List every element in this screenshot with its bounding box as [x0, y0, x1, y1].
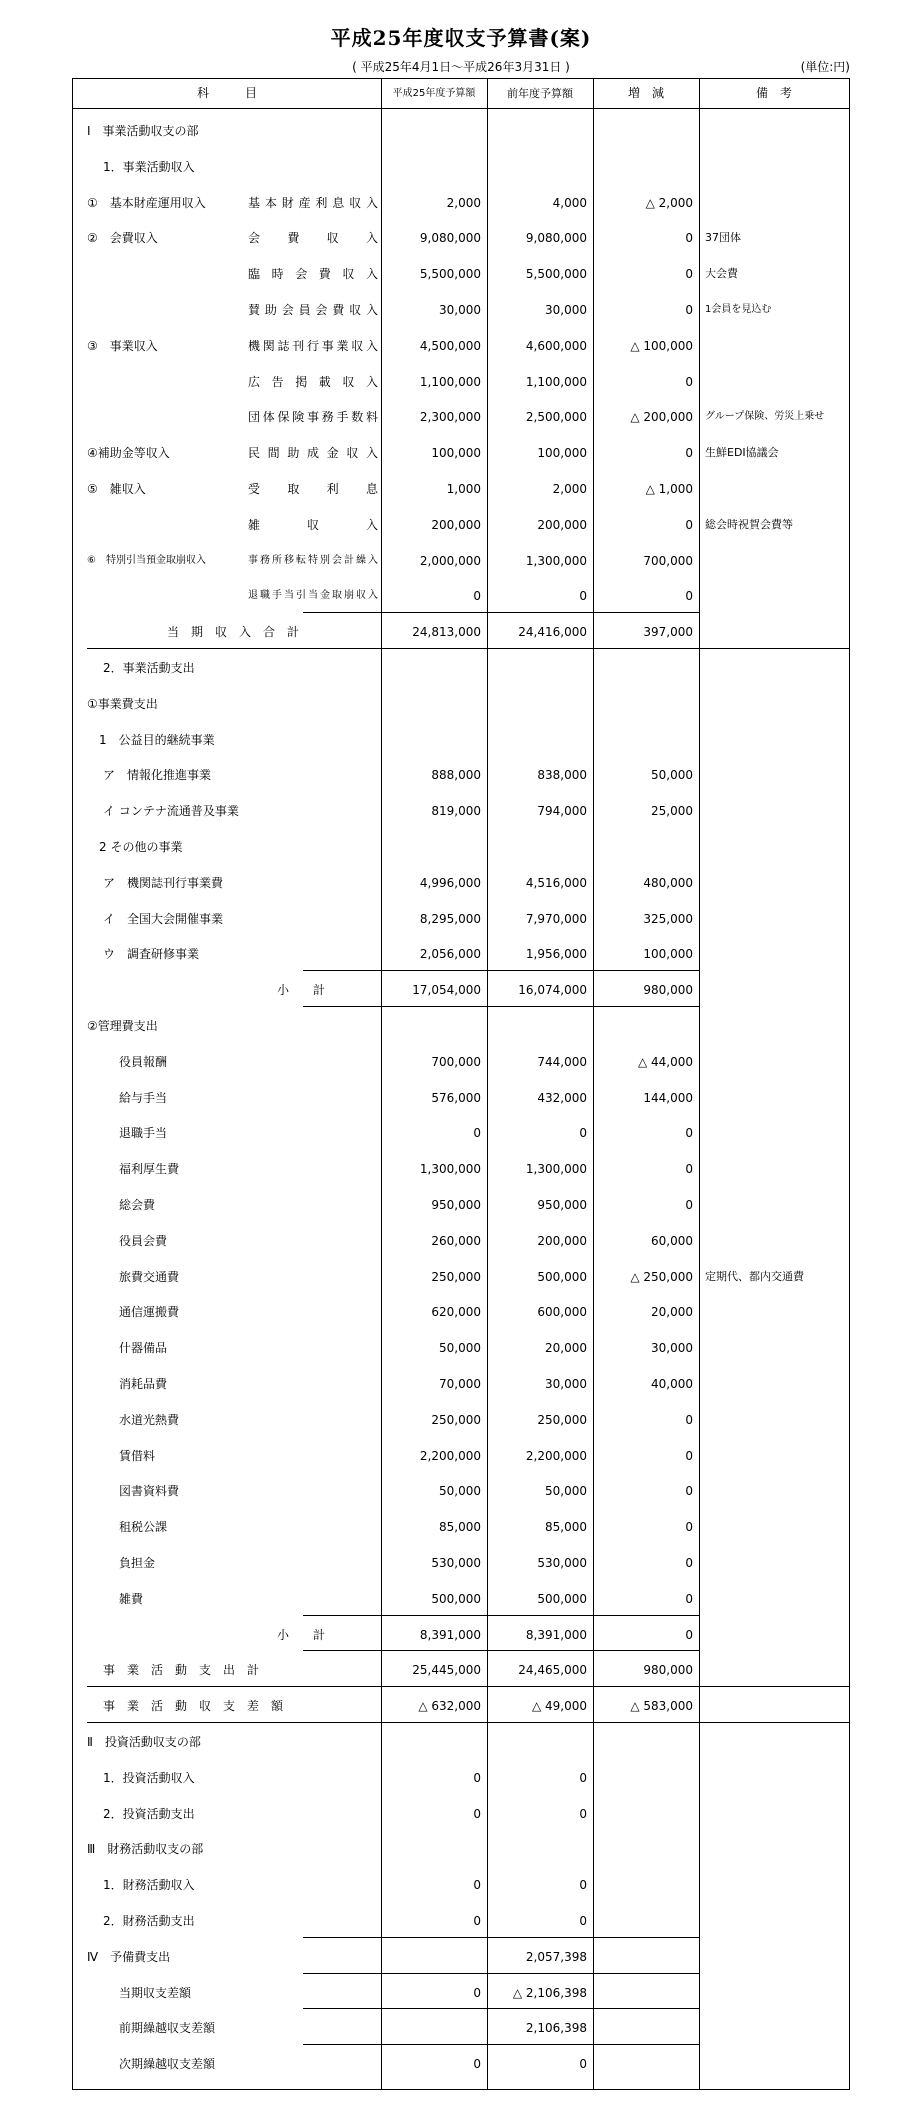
table-row	[73, 1473, 849, 1509]
header-remarks: 備 考	[755, 86, 792, 100]
table-row	[73, 399, 849, 435]
item-label: 次期繰越収支差額	[119, 2057, 216, 2072]
table-row	[73, 1080, 849, 1116]
prev-amount: 1,300,000	[525, 553, 587, 568]
table-row	[73, 722, 849, 758]
prev-amount: 200,000	[537, 1233, 587, 1248]
diff-amount: 50,000	[651, 768, 693, 783]
item-label: 役員会費	[119, 1233, 168, 1248]
table-row	[73, 435, 849, 471]
prev-amount: 2,200,000	[525, 1448, 587, 1463]
budget-amount: 1,100,000	[419, 374, 481, 389]
budget-table	[72, 78, 850, 2090]
table-row	[73, 113, 849, 149]
diff-amount: 0	[685, 1556, 693, 1570]
table-row	[73, 1008, 849, 1044]
budget-amount: 530,000	[431, 1556, 481, 1570]
budget-amount: 50,000	[439, 1341, 481, 1356]
prev-amount: 432,000	[537, 1090, 587, 1105]
diff-amount: △ 250,000	[630, 1269, 693, 1284]
diff-amount: 325,000	[643, 911, 693, 926]
item-label: 負担金	[119, 1556, 156, 1570]
row-rule	[303, 1937, 699, 1938]
budget-amount: 250,000	[431, 1269, 481, 1284]
prev-amount: △ 2,106,398	[512, 1985, 587, 2000]
remarks: 生鮮EDI協議会	[705, 446, 779, 460]
sub-item-label: 団体保険事務手数料	[248, 410, 378, 425]
budget-amount: 700,000	[431, 1054, 481, 1069]
sub-item-label: 民間助成金収入	[248, 446, 378, 461]
row-rule	[303, 1650, 699, 1651]
table-row	[73, 578, 849, 614]
table-row	[73, 1652, 849, 1688]
table-row	[73, 1151, 849, 1187]
budget-period: ( 平成25年4月1日～平成26年3月31日 )	[352, 60, 570, 74]
diff-amount: 0	[685, 1198, 693, 1212]
item-label: イ コンテナ流通普及事業	[103, 804, 239, 819]
budget-amount: 0	[473, 1878, 481, 1893]
prev-amount: 2,106,398	[525, 2021, 587, 2036]
budget-amount: 5,500,000	[419, 267, 481, 282]
prev-amount: 530,000	[537, 1556, 587, 1570]
prev-amount: 9,080,000	[525, 231, 587, 246]
item-label: ④補助金等収入	[87, 446, 170, 461]
row-rule	[303, 1006, 699, 1007]
item-label: 当 期 収 入 合 計	[167, 625, 300, 640]
item-label: ア 機関誌刊行事業費	[103, 875, 224, 890]
budget-amount: 250,000	[431, 1412, 481, 1427]
prev-amount: 20,000	[545, 1341, 587, 1356]
row-rule	[87, 648, 849, 649]
prev-amount: 0	[579, 1914, 587, 1928]
sub-item-label: 事務所移転特別会計繰入	[248, 554, 378, 566]
prev-amount: 100,000	[537, 446, 587, 461]
diff-amount: 0	[685, 1126, 693, 1141]
budget-amount: 576,000	[431, 1090, 481, 1105]
row-rule	[303, 970, 699, 971]
table-row	[73, 328, 849, 364]
header-diff: 増 減	[627, 86, 664, 100]
table-row	[73, 1724, 849, 1760]
budget-amount: 25,445,000	[412, 1663, 481, 1678]
diff-amount: 0	[685, 374, 693, 389]
row-rule	[87, 1722, 849, 1723]
table-row	[73, 507, 849, 543]
item-label: Ⅳ 予備費支出	[87, 1949, 171, 1964]
diff-amount: 0	[685, 1162, 693, 1177]
item-label: ウ 調査研修事業	[103, 947, 200, 962]
budget-amount: 50,000	[439, 1484, 481, 1499]
item-label: 什器備品	[119, 1341, 168, 1356]
prev-amount: 1,956,000	[525, 947, 587, 962]
prev-amount: 4,000	[552, 195, 587, 210]
diff-amount: 144,000	[643, 1090, 693, 1105]
budget-amount: 4,500,000	[419, 338, 481, 353]
diff-amount: △ 583,000	[630, 1699, 693, 1714]
budget-amount: 4,996,000	[419, 875, 481, 890]
budget-amount: 30,000	[439, 303, 481, 317]
table-row	[73, 1796, 849, 1832]
item-label: イ 全国大会開催事業	[103, 911, 224, 926]
budget-amount: 8,391,000	[419, 1627, 481, 1642]
item-label: Ⅲ 財務活動収支の部	[87, 1842, 204, 1857]
table-row	[73, 185, 849, 221]
diff-amount: △ 100,000	[630, 338, 693, 353]
budget-amount: 0	[473, 1806, 481, 1821]
diff-amount: 25,000	[651, 804, 693, 819]
table-row	[73, 1545, 849, 1581]
table-row	[73, 650, 849, 686]
budget-amount: △ 632,000	[418, 1699, 481, 1714]
budget-amount: 200,000	[431, 517, 481, 532]
prev-amount: 500,000	[537, 1591, 587, 1606]
item-label: 2．投資活動支出	[103, 1806, 195, 1821]
row-rule	[87, 1686, 849, 1687]
table-row	[73, 149, 849, 185]
diff-amount: 480,000	[643, 875, 693, 890]
item-label: 1．財務活動収入	[103, 1878, 195, 1893]
item-label: Ⅰ 事業活動収支の部	[87, 124, 199, 138]
item-label: 役員報酬	[119, 1054, 168, 1069]
diff-amount: △ 1,000	[645, 482, 693, 496]
prev-amount: 4,600,000	[525, 338, 587, 353]
table-row	[73, 1509, 849, 1545]
diff-amount: 0	[685, 1520, 693, 1535]
prev-amount: 2,057,398	[525, 1949, 587, 1964]
prev-amount: 16,074,000	[518, 983, 587, 998]
diff-amount: 100,000	[643, 947, 693, 962]
table-row	[73, 220, 849, 256]
budget-amount: 0	[473, 589, 481, 604]
budget-amount: 1,000	[446, 482, 481, 496]
table-row	[73, 1438, 849, 1474]
prev-amount: 600,000	[537, 1305, 587, 1320]
item-label: Ⅱ 投資活動収支の部	[87, 1735, 201, 1749]
sub-item-label: 賛助会員会費収入	[248, 303, 378, 317]
budget-amount: 2,300,000	[419, 410, 481, 425]
row-rule	[303, 2044, 699, 2045]
item-label: 事 業 活 動 支 出 計	[103, 1663, 260, 1678]
item-label: 総会費	[119, 1198, 156, 1212]
table-row	[73, 2010, 849, 2046]
item-label: 1．事業活動収入	[103, 159, 195, 174]
prev-amount: 24,416,000	[518, 625, 587, 640]
prev-amount: 30,000	[545, 1377, 587, 1391]
diff-amount: 0	[685, 589, 693, 604]
item-label: ③ 事業収入	[87, 338, 158, 353]
budget-amount: 0	[473, 1914, 481, 1928]
remarks: 大会費	[705, 267, 738, 281]
prev-amount: 2,000	[552, 482, 587, 496]
prev-amount: 838,000	[537, 768, 587, 783]
diff-amount: △ 200,000	[630, 410, 693, 425]
budget-amount: 0	[473, 1126, 481, 1141]
budget-amount: 9,080,000	[419, 231, 481, 246]
header-prev: 前年度予算額	[507, 87, 573, 100]
table-row	[73, 972, 849, 1008]
diff-amount: 0	[685, 303, 693, 317]
budget-amount: 620,000	[431, 1305, 481, 1320]
item-label: 水道光熱費	[119, 1412, 180, 1427]
item-label: ⑤ 雑収入	[87, 482, 146, 496]
diff-amount: 0	[685, 1412, 693, 1427]
budget-amount: 819,000	[431, 804, 481, 819]
prev-amount: 7,970,000	[525, 911, 587, 926]
item-label: 図書資料費	[119, 1484, 180, 1499]
table-row	[73, 757, 849, 793]
diff-amount: 60,000	[651, 1233, 693, 1248]
budget-amount: 8,295,000	[419, 911, 481, 926]
row-rule	[303, 1973, 699, 1974]
table-row	[73, 1939, 849, 1975]
budget-amount: 70,000	[439, 1377, 481, 1391]
table-row	[73, 901, 849, 937]
item-label: 当期収支差額	[119, 1985, 192, 2000]
sub-item-label: 雑収入	[248, 517, 378, 532]
table-row	[73, 1760, 849, 1796]
diff-amount: 0	[685, 517, 693, 532]
table-row	[73, 829, 849, 865]
item-label: 賃借料	[119, 1448, 156, 1463]
table-row	[73, 1115, 849, 1151]
diff-amount: △ 2,000	[645, 195, 693, 210]
item-label: 雑費	[119, 1591, 144, 1606]
budget-amount: 2,056,000	[419, 947, 481, 962]
header-subject: 科 目	[196, 86, 257, 100]
table-row	[73, 1831, 849, 1867]
sub-item-label: 広告掲載収入	[248, 374, 378, 389]
item-label: 小 計	[277, 983, 326, 998]
budget-amount: 0	[473, 2057, 481, 2072]
page-title: 平成25年度収支予算書(案)	[330, 26, 592, 50]
budget-amount: 2,200,000	[419, 1448, 481, 1463]
prev-amount: 50,000	[545, 1484, 587, 1499]
table-row	[73, 1294, 849, 1330]
prev-amount: 1,300,000	[525, 1162, 587, 1177]
budget-amount: 2,000,000	[419, 553, 481, 568]
item-label: 前期繰越収支差額	[119, 2021, 216, 2036]
budget-amount: 950,000	[431, 1198, 481, 1212]
item-label: 通信運搬費	[119, 1305, 180, 1320]
diff-amount: 0	[685, 1484, 693, 1499]
budget-amount: 500,000	[431, 1591, 481, 1606]
sub-item-label: 機関誌刊行事業収入	[248, 338, 378, 353]
item-label: 1．投資活動収入	[103, 1770, 195, 1785]
table-row	[73, 471, 849, 507]
item-label: 給与手当	[119, 1090, 168, 1105]
item-label: 2．事業活動支出	[103, 661, 195, 675]
remarks: 定期代、都内交通費	[705, 1269, 804, 1283]
prev-amount: 0	[579, 589, 587, 604]
table-row	[73, 256, 849, 292]
remarks: 1会員を見込む	[705, 304, 772, 315]
budget-amount: 2,000	[446, 195, 481, 210]
budget-amount: 1,300,000	[419, 1162, 481, 1177]
diff-amount: 40,000	[651, 1377, 693, 1391]
prev-amount: 500,000	[537, 1269, 587, 1284]
table-row	[73, 1688, 849, 1724]
item-label: ①事業費支出	[87, 696, 158, 711]
table-row	[73, 2046, 849, 2082]
table-row	[73, 1044, 849, 1080]
diff-amount: 980,000	[643, 1663, 693, 1678]
item-label: 退職手当	[119, 1126, 168, 1141]
budget-amount: 24,813,000	[412, 625, 481, 640]
diff-amount: 700,000	[643, 553, 693, 568]
prev-amount: 0	[579, 1126, 587, 1141]
table-row	[73, 1366, 849, 1402]
remarks: グループ保険、労災上乗せ	[705, 411, 825, 423]
diff-amount: 397,000	[643, 625, 693, 640]
item-label: ⑥ 特別引当預金取崩収入	[87, 554, 206, 566]
prev-amount: 1,100,000	[525, 374, 587, 389]
table-row	[73, 686, 849, 722]
item-label: 事 業 活 動 収 支 差 額	[103, 1699, 284, 1714]
diff-amount: 0	[685, 231, 693, 246]
prev-amount: △ 49,000	[531, 1699, 587, 1714]
table-header	[73, 79, 849, 109]
diff-amount: 0	[685, 446, 693, 461]
diff-amount: 20,000	[651, 1305, 693, 1320]
item-label: 2 その他の事業	[99, 840, 183, 854]
budget-amount: 0	[473, 1985, 481, 2000]
row-rule	[303, 2008, 699, 2009]
sub-item-label: 臨時会費収入	[248, 267, 378, 282]
table-row	[73, 1903, 849, 1939]
item-label: 小 計	[277, 1627, 326, 1642]
item-label: 租税公課	[119, 1520, 168, 1535]
table-row	[73, 936, 849, 972]
diff-amount: 980,000	[643, 983, 693, 998]
row-rule	[303, 612, 699, 613]
item-label: ア 情報化推進事業	[103, 768, 212, 783]
diff-amount: 30,000	[651, 1341, 693, 1356]
budget-amount: 260,000	[431, 1233, 481, 1248]
prev-amount: 250,000	[537, 1412, 587, 1427]
item-label: 福利厚生費	[119, 1162, 180, 1177]
prev-amount: 0	[579, 1806, 587, 1821]
item-label: ② 会費収入	[87, 231, 158, 246]
budget-amount: 85,000	[439, 1520, 481, 1535]
prev-amount: 0	[579, 2057, 587, 2072]
table-row	[73, 865, 849, 901]
prev-amount: 950,000	[537, 1198, 587, 1212]
unit-label: (単位:円)	[800, 60, 850, 74]
table-row	[73, 364, 849, 400]
diff-amount: 0	[685, 1448, 693, 1463]
remarks: 37団体	[705, 231, 741, 245]
prev-amount: 8,391,000	[525, 1627, 587, 1642]
header-budget: 平成25年度予算額	[392, 88, 476, 99]
table-row	[73, 1581, 849, 1617]
sub-item-label: 受取利息	[248, 482, 378, 496]
table-row	[73, 1223, 849, 1259]
prev-amount: 5,500,000	[525, 267, 587, 282]
prev-amount: 794,000	[537, 804, 587, 819]
item-label: ① 基本財産運用収入	[87, 195, 206, 210]
table-row	[73, 1330, 849, 1366]
sub-item-label: 基本財産利息収入	[248, 195, 378, 210]
table-row	[73, 793, 849, 829]
sub-item-label: 会費収入	[248, 231, 378, 246]
prev-amount: 0	[579, 1878, 587, 1893]
budget-amount: 100,000	[431, 446, 481, 461]
item-label: 1 公益目的継続事業	[99, 732, 215, 747]
table-row	[73, 292, 849, 328]
diff-amount: 0	[685, 1627, 693, 1642]
table-row	[73, 543, 849, 579]
prev-amount: 744,000	[537, 1054, 587, 1069]
table-row	[73, 1617, 849, 1653]
item-label: 2．財務活動支出	[103, 1914, 195, 1928]
table-row	[73, 1187, 849, 1223]
table-row	[73, 1402, 849, 1438]
budget-amount: 0	[473, 1770, 481, 1785]
prev-amount: 0	[579, 1770, 587, 1785]
remarks: 総会時祝賀会費等	[705, 517, 793, 531]
budget-amount: 17,054,000	[412, 983, 481, 998]
table-row	[73, 614, 849, 650]
prev-amount: 30,000	[545, 303, 587, 317]
prev-amount: 85,000	[545, 1520, 587, 1535]
item-label: 旅費交通費	[119, 1269, 180, 1284]
table-row	[73, 1867, 849, 1903]
prev-amount: 2,500,000	[525, 410, 587, 425]
prev-amount: 4,516,000	[525, 875, 587, 890]
row-rule	[303, 1615, 699, 1616]
diff-amount: 0	[685, 1591, 693, 1606]
table-row	[73, 1259, 849, 1295]
budget-amount: 888,000	[431, 768, 481, 783]
sub-item-label: 退職手当引当金取崩収入	[248, 590, 378, 602]
item-label: 消耗品費	[119, 1377, 168, 1391]
diff-amount: 0	[685, 267, 693, 282]
prev-amount: 200,000	[537, 517, 587, 532]
prev-amount: 24,465,000	[518, 1663, 587, 1678]
item-label: ②管理費支出	[87, 1019, 158, 1033]
diff-amount: △ 44,000	[637, 1054, 693, 1069]
table-row	[73, 1975, 849, 2011]
